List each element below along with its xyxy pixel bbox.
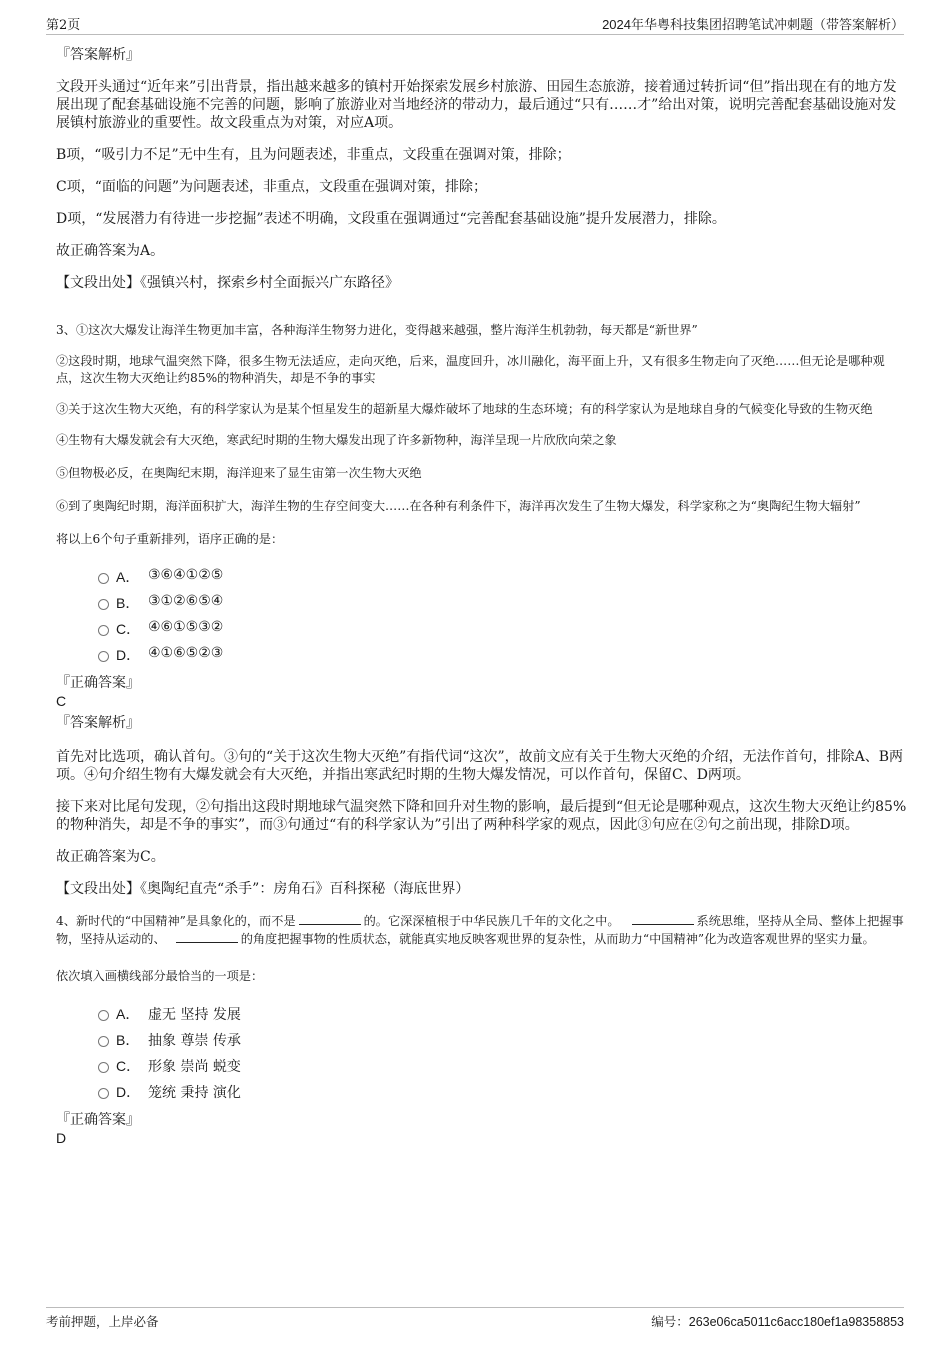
radio-icon[interactable]	[98, 625, 109, 636]
question-stem: 4、新时代的“中国精神”是具象化的，而不是 的。它深深植根于中华民族几千年的文化之中。 系统思维，坚持从全局、整体上把握事物，坚持从运动的、 的角度把握事物的性质状态，就能真实地反映客观世界的复杂性，从而助力“中国精神”化为改造客观世界的坚实力量。	[56, 914, 904, 946]
source-citation: 【文段出处】《强镇兴村，探索乡村全面振兴广东路径》	[56, 275, 399, 291]
question-sentence: 3、①这次大爆发让海洋生物更加丰富，各种海洋生物努力进化，变得越来越强，整片海洋生机勃勃，每天都是“新世界”	[56, 323, 698, 337]
analysis-paragraph: 接下来对比尾句发现，②句指出这段时期地球气温突然下降和回升对生物的影响，最后提到“但无论是哪种观点，这次生物大灭绝让约85%的物种消失，却是不争的事实”，而③句通过“有的科学家认为”引出了两种科学家的观点，因此③句应在②句之前出现，排除D项。	[56, 799, 907, 833]
radio-icon[interactable]	[98, 573, 109, 584]
analysis-label: 『答案解析』	[56, 715, 140, 731]
option-d[interactable]: D． 笼统 秉持 演化	[56, 1079, 908, 1105]
page-header	[46, 12, 904, 35]
option-c[interactable]: C． ④⑥①⑤③②	[56, 616, 908, 642]
question-sentence: ⑥到了奥陶纪时期，海洋面积扩大，海洋生物的生存空间变大……在各种有利条件下，海洋再次发生了生物大爆发，科学家称之为“奥陶纪生物大辐射”	[56, 499, 861, 513]
analysis-label: 『答案解析』	[56, 47, 140, 63]
option-d[interactable]: D． ④①⑥⑤②③	[56, 642, 908, 668]
fill-blank	[176, 930, 238, 943]
source-citation: 【文段出处】《奥陶纪直壳“杀手”：房角石》百科探秘（海底世界）	[56, 881, 470, 897]
analysis-conclusion: 故正确答案为C。	[56, 849, 165, 865]
page-footer	[46, 1307, 904, 1331]
radio-icon[interactable]	[98, 1088, 109, 1099]
document-title: 2024年华粤科技集团招聘笔试冲刺题（带答案解析）	[602, 17, 904, 32]
option-list	[56, 564, 908, 668]
answer-value: D	[56, 1130, 67, 1146]
analysis-conclusion: 故正确答案为A。	[56, 243, 165, 259]
option-b[interactable]: B． ③①②⑥⑤④	[56, 590, 908, 616]
radio-icon[interactable]	[98, 1036, 109, 1047]
radio-icon[interactable]	[98, 599, 109, 610]
radio-icon[interactable]	[98, 1062, 109, 1073]
analysis-paragraph: 首先对比选项，确认首句。③句的“关于这次生物大灭绝”有指代词“这次”，故前文应有关于生物大灭绝的介绍，无法作首句，排除A、B两项。④句介绍生物有大爆发就会有大灭绝，并指出寒武纪时期的生物大爆发情况，可以作首句，保留C、D两项。	[56, 749, 904, 783]
question-sentence: ②这段时期，地球气温突然下降，很多生物无法适应，走向灭绝，后来，温度回升，冰川融化，海平面上升，又有很多生物走向了灭绝……但无论是哪种观点，这次生物大灭绝让约85%的物种消失，却是不争的事实	[56, 354, 885, 385]
page-content	[56, 46, 908, 1147]
radio-icon[interactable]	[98, 651, 109, 662]
fill-blank	[632, 912, 694, 925]
document-id: 编号：263e06ca5011c6acc180ef1a98358853	[651, 1315, 904, 1329]
analysis-paragraph: C项，“面临的问题”为问题表述，非重点，文段重在强调对策，排除；	[56, 179, 488, 195]
answer-label: 『正确答案』	[56, 675, 140, 691]
option-c[interactable]: C． 形象 崇尚 蜕变	[56, 1053, 908, 1079]
option-list	[56, 1001, 908, 1105]
fill-blank	[299, 912, 361, 925]
footer-slogan: 考前押题，上岸必备	[46, 1314, 159, 1329]
radio-icon[interactable]	[98, 1010, 109, 1021]
analysis-paragraph: 文段开头通过“近年来”引出背景，指出越来越多的镇村开始探索发展乡村旅游、田园生态旅游，接着通过转折词“但”指出现在有的地方发展出现了配套基础设施不完善的问题，影响了旅游业对当地经济的带动力，最后通过“只有……才”给出对策，说明完善配套基础设施对发展镇村旅游业的重要性。故文段重点为对策，对应A项。	[56, 79, 897, 131]
option-b[interactable]: B． 抽象 尊崇 传承	[56, 1027, 908, 1053]
analysis-paragraph: D项，“发展潜力有待进一步挖掘”表述不明确，文段重在强调通过“完善配套基础设施”提升发展潜力，排除。	[56, 211, 726, 227]
answer-label: 『正确答案』	[56, 1112, 140, 1128]
question-prompt: 依次填入画横线部分最恰当的一项是：	[56, 969, 264, 983]
option-a[interactable]: A． 虚无 坚持 发展	[56, 1001, 908, 1027]
question-sentence: ④生物有大爆发就会有大灭绝，寒武纪时期的生物大爆发出现了许多新物种，海洋呈现一片欣欣向荣之象	[56, 433, 617, 447]
option-a[interactable]: A． ③⑥④①②⑤	[56, 564, 908, 590]
answer-value: C	[56, 693, 67, 709]
page-number: 第2页	[46, 18, 81, 33]
question-sentence: ⑤但物极必反，在奥陶纪末期，海洋迎来了显生宙第一次生物大灭绝	[56, 466, 422, 480]
question-sentence: ③关于这次生物大灭绝，有的科学家认为是某个恒星发生的超新星大爆炸破坏了地球的生态环境；有的科学家认为是地球自身的气候变化导致的生物灭绝	[56, 402, 873, 416]
analysis-paragraph: B项，“吸引力不足”无中生有，且为问题表述，非重点，文段重在强调对策，排除；	[56, 147, 571, 163]
question-prompt: 将以上6个句子重新排列，语序正确的是：	[56, 532, 284, 546]
